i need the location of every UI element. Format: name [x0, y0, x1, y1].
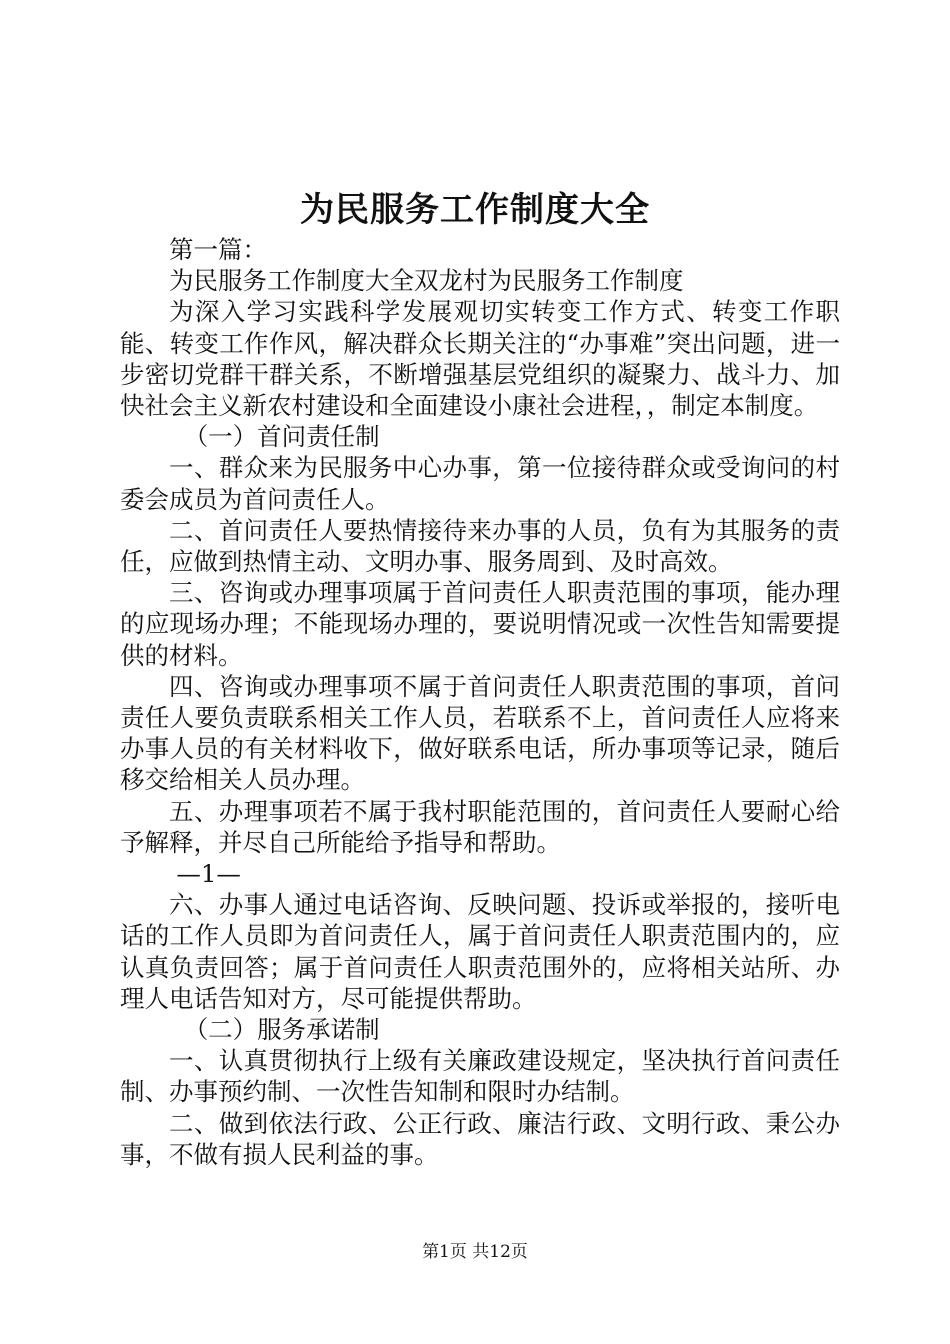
page-footer: 第1页 共12页 [422, 1242, 528, 1262]
section-heading-service-commitment: （二）服务承诺制 [183, 1015, 380, 1045]
section-label: 第一篇： [169, 235, 267, 264]
document-body [120, 234, 840, 1170]
subtitle-line: 为民服务工作制度大全双龙村为民服务工作制度 [169, 266, 684, 296]
rule-paragraph: 五、办理事项若不属于我村职能范围的，首问责任人要耐心给予解释，并尽自己所能给予指导和帮助。 [120, 796, 840, 857]
rule-paragraph: 三、咨询或办理事项属于首问责任人职责范围的事项，能办理的应现场办理；不能现场办理的，要说明情况或一次性告知需要提供的材料。 [120, 578, 840, 670]
rule-paragraph: 二、首问责任人要热情接待来办事的人员，负有为其服务的责任，应做到热情主动、文明办事、服务周到、及时高效。 [120, 515, 840, 577]
document-title: 为民服务工作制度大全 [300, 190, 650, 230]
intro-paragraph: 为深入学习实践科学发展观切实转变工作方式、转变工作职能、转变工作作风，解决群众长期关注的“办事难”突出问题，进一步密切党群干群关系，不断增强基层党组织的凝聚力、战斗力、加快社会主义新农村建设和全面建设小康社会进程，，制定本制度。 [120, 297, 840, 421]
section-heading-first-inquiry: （一）首问责任制 [183, 422, 380, 452]
rule-paragraph: 四、咨询或办理事项不属于首问责任人职责范围的事项，首问责任人要负责联系相关工作人员，若联系不上，首问责任人应将来办事人员的有关材料收下，做好联系电话，所办事项等记录，随后移交给相关人员办理。 [120, 671, 840, 795]
rule-paragraph: 一、群众来为民服务中心办事，第一位接待群众或受询问的村委会成员为首问责任人。 [120, 453, 840, 514]
rule-paragraph: 六、办事人通过电话咨询、反映问题、投诉或举报的，接听电话的工作人员即为首问责任人，属于首问责任人职责范围内的，应认真负责回答；属于首问责任人职责范围外的，应将相关站所、办理人电话告知对方，尽可能提供帮助。 [120, 890, 840, 1013]
rule-paragraph: 一、认真贯彻执行上级有关廉政建设规定，坚决执行首问责任制、办事预约制、一次性告知制和限时办结制。 [120, 1046, 840, 1107]
rule-paragraph: 二、做到依法行政、公正行政、廉洁行政、文明行政、秉公办事，不做有损人民利益的事。 [120, 1108, 840, 1169]
inline-page-marker: —1— [176, 859, 241, 889]
